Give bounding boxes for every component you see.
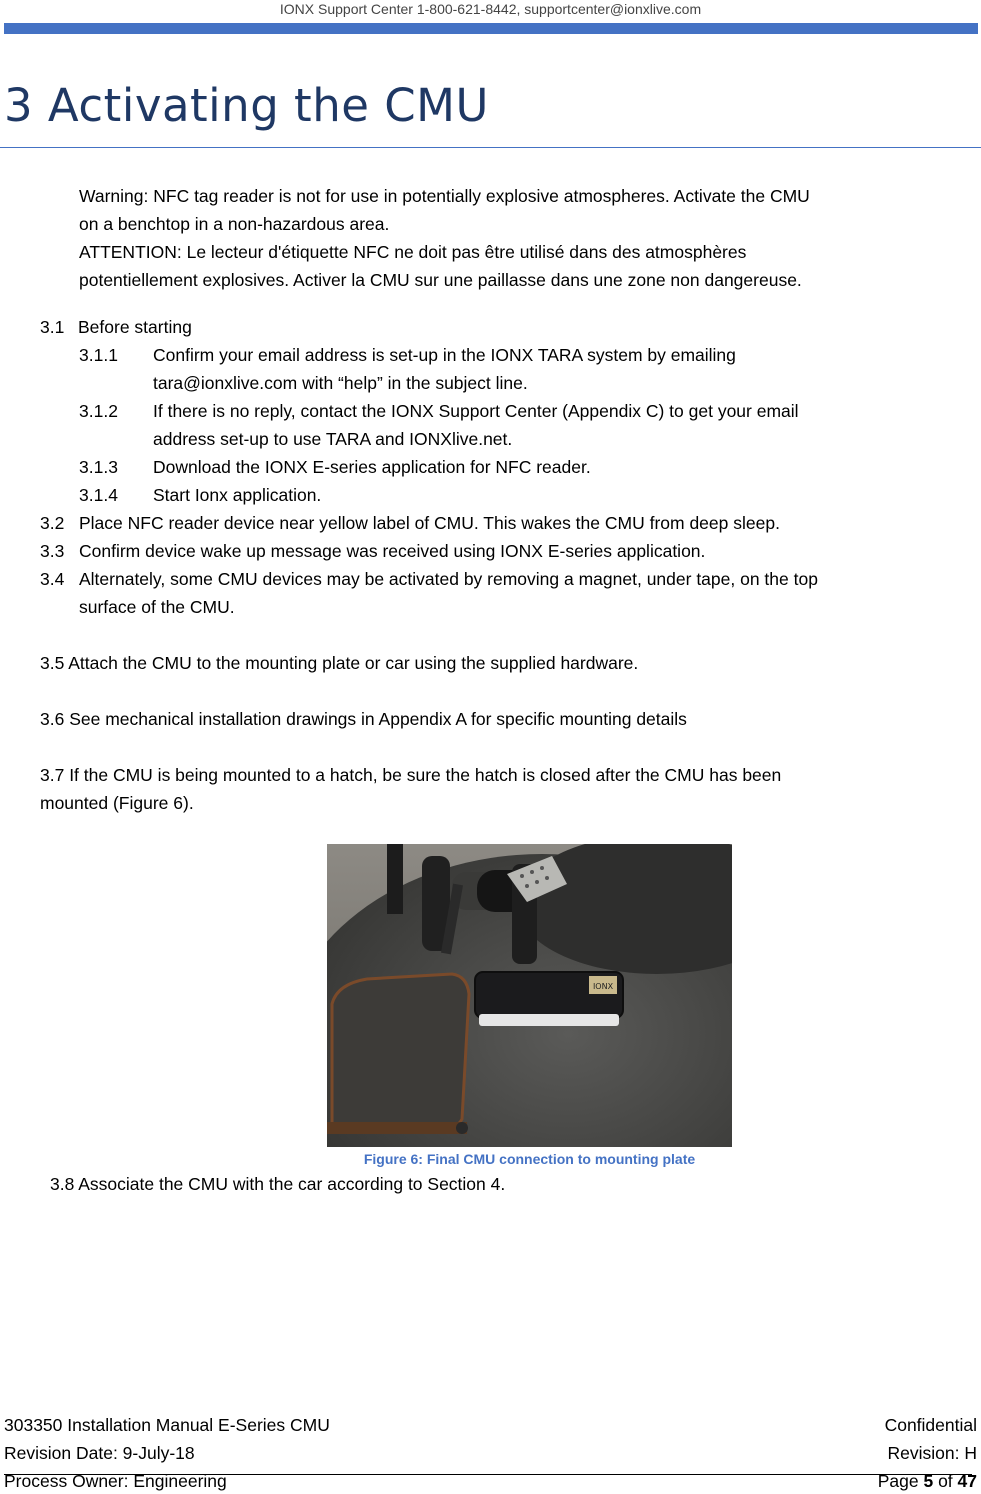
step-text-line1: If there is no reply, contact the IONX Support Center (Appendix C) to get your email	[153, 401, 799, 421]
cmu-device	[475, 972, 623, 1026]
step-number-3-4: 3.4	[40, 569, 65, 589]
step-3-7	[40, 761, 970, 817]
page-current: 5	[923, 1471, 934, 1491]
footer-process-owner: Process Owner: Engineering	[4, 1471, 227, 1491]
title-underline	[0, 147, 981, 148]
step-text-3-3: Confirm device wake up message was received using IONX E-series application.	[79, 541, 706, 561]
step-number-3-2: 3.2	[40, 513, 65, 533]
step-3-4	[79, 565, 974, 621]
footer-revision-date: Revision Date: 9-July-18	[4, 1443, 195, 1463]
step-3-1	[40, 313, 192, 341]
step-text: Before starting	[78, 317, 192, 337]
step-3-6: 3.6 See mechanical installation drawings in Appendix A for specific mounting details	[40, 709, 687, 729]
warning-fr-line2: potentiellement explosives. Activer la CMU sur une paillasse dans une zone non dangereuse.	[79, 270, 802, 290]
page-total: 47	[957, 1471, 977, 1491]
footer-doc-title: 303350 Installation Manual E-Series CMU	[4, 1415, 330, 1435]
warning-fr-line1: ATTENTION: Le lecteur d'étiquette NFC ne doit pas être utilisé dans des atmosphères	[79, 242, 747, 262]
step-number-3-1-1: 3.1.1	[79, 345, 118, 365]
support-center-header: IONX Support Center 1-800-621-8442, supportcenter@ionxlive.com	[279, 1, 702, 17]
step-number-3-1-2: 3.1.2	[79, 401, 118, 421]
step-3-1-1	[153, 341, 968, 397]
section-title: 3 Activating the CMU	[4, 79, 489, 132]
page-prefix: Page	[877, 1471, 924, 1491]
step-text-line1: Confirm your email address is set-up in the IONX TARA system by emailing	[153, 345, 736, 365]
header-bar	[4, 23, 978, 34]
step-text-line2: mounted (Figure 6).	[40, 793, 194, 813]
footer-classification: Confidential	[884, 1415, 977, 1435]
step-3-1-2	[153, 397, 968, 453]
page-sep: of	[933, 1471, 958, 1491]
step-text-line2: tara@ionxlive.com with “help” in the subject line.	[153, 373, 528, 393]
footer-revision: Revision: H	[887, 1443, 977, 1463]
step-text-line2: address set-up to use TARA and IONXlive.net.	[153, 429, 513, 449]
warning-en-line1: Warning: NFC tag reader is not for use in potentially explosive atmospheres. Activate the CMU	[79, 186, 810, 206]
step-3-5: 3.5 Attach the CMU to the mounting plate or car using the supplied hardware.	[40, 653, 639, 673]
step-text-line2: surface of the CMU.	[79, 597, 235, 617]
step-text-3-1-4: Start Ionx application.	[153, 485, 322, 505]
footer-page-number	[878, 1468, 977, 1494]
warning-en-line2: on a benchtop in a non-hazardous area.	[79, 214, 390, 234]
step-3-8: 3.8 Associate the CMU with the car according to Section 4.	[50, 1174, 506, 1194]
step-text-line1: Alternately, some CMU devices may be activated by removing a magnet, under tape, on the top	[79, 569, 818, 589]
cmu-mounting-photo	[327, 844, 732, 1147]
step-number-3-1-3: 3.1.3	[79, 457, 118, 477]
step-number-3-1-4: 3.1.4	[79, 485, 118, 505]
figure-caption: Figure 6: Final CMU connection to mounting plate	[363, 1151, 696, 1167]
step-number: 3.1	[40, 317, 65, 337]
step-number-3-3: 3.3	[40, 541, 65, 561]
step-text-3-2: Place NFC reader device near yellow label of CMU. This wakes the CMU from deep sleep.	[79, 513, 780, 533]
warning-block	[79, 182, 969, 294]
step-text-3-1-3: Download the IONX E-series application for NFC reader.	[153, 457, 591, 477]
step-text-line1: 3.7 If the CMU is being mounted to a hatch, be sure the hatch is closed after the CMU has been	[40, 765, 782, 785]
device-label: IONX	[592, 982, 614, 991]
figure-photo	[327, 844, 732, 1147]
